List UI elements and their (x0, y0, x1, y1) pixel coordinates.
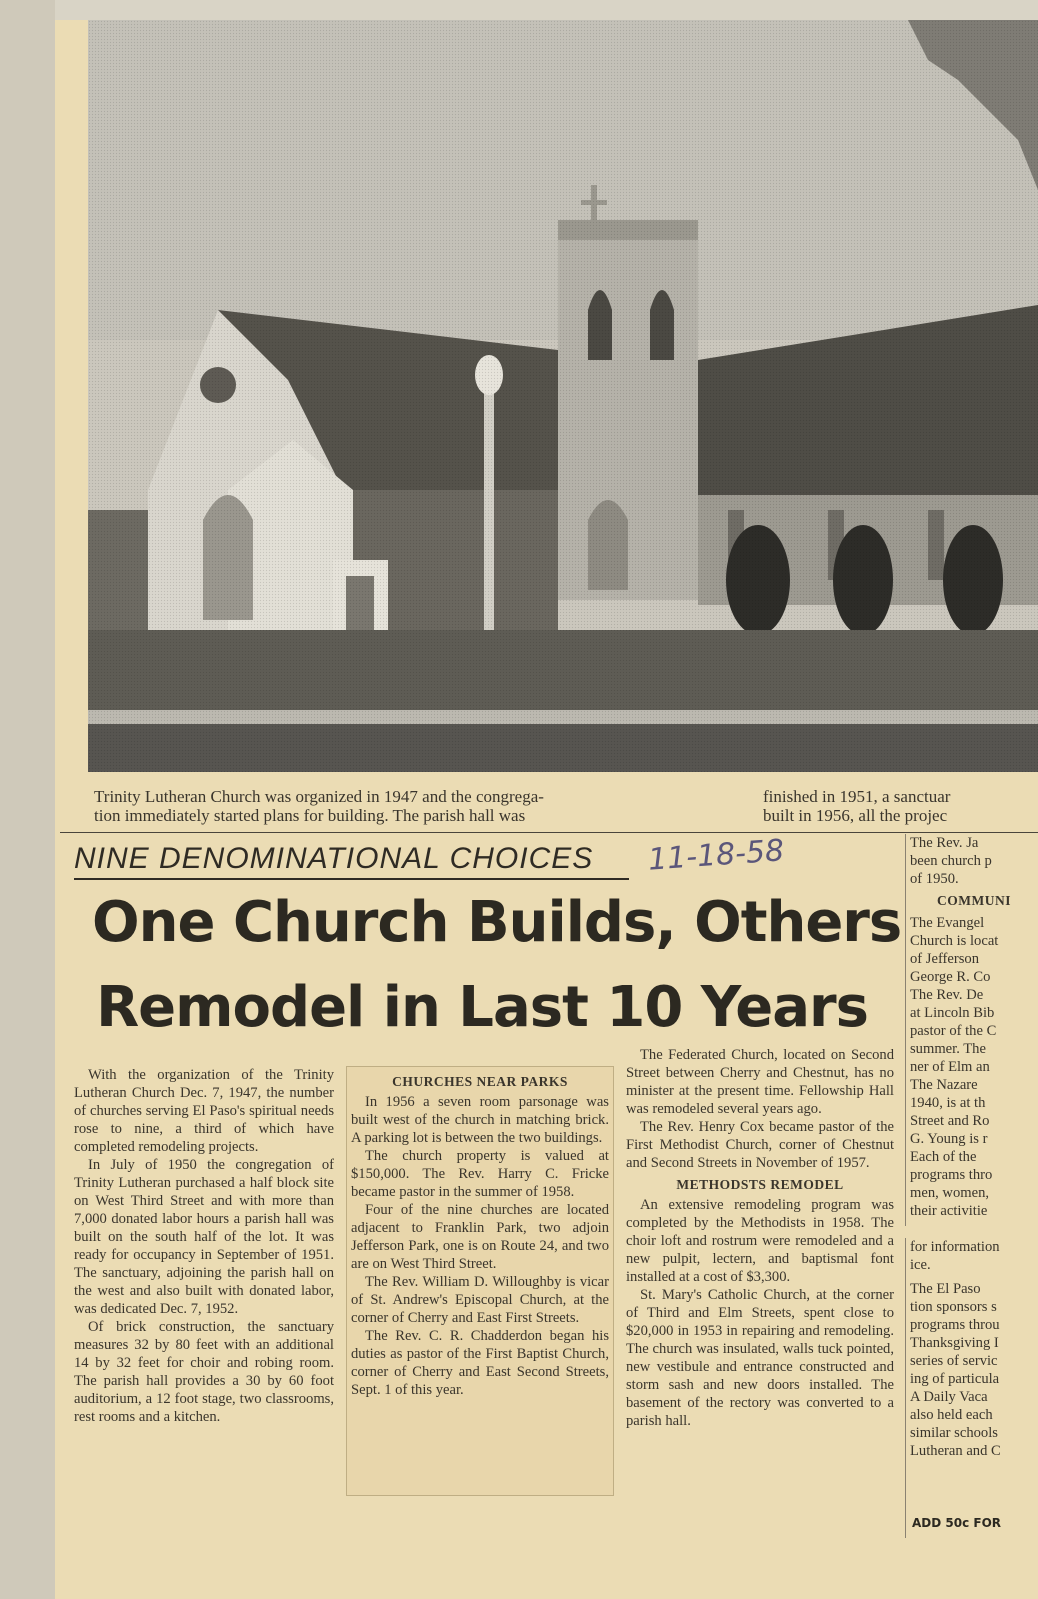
paragraph: In July of 1950 the congregation of Trinity Lutheran purchased a half block site on West Third Street and with more than 7,000 donated labor hours a parish hall was built on the south half of the lot. It was ready for occupancy in September of 1951. The sanctuary, adjoining the parish hall on the west and also built with donated labor, was dedicated Dec. 7, 1952. (74, 1157, 334, 1317)
article-column-1 (74, 1066, 334, 1556)
text-line: for information (910, 1239, 1000, 1255)
photo-caption-left (94, 787, 734, 825)
paragraph: Of brick construction, the sanctuary measures 32 by 80 feet with an additional 14 by 32 feet for choir and robing room. The parish hall provides a 30 by 60 foot auditorium, a 12 foot stage, two classrooms, rest rooms and a kitchen. (74, 1319, 334, 1425)
kicker-headline: NINE DENOMINATIONAL CHOICES (74, 842, 629, 880)
text-line: programs thro (910, 1167, 993, 1183)
text-line: ice. (910, 1257, 931, 1273)
text-line: men, women, (910, 1185, 990, 1201)
caption-line: tion immediately started plans for building. The parish hall was (94, 806, 526, 825)
paragraph: Four of the nine churches are located adjacent to Franklin Park, two adjoin Jefferson Park, one is on Route 24, and two are on West Third Street. (351, 1202, 609, 1272)
paragraph: The Rev. William D. Willoughby is vicar of St. Andrew's Episcopal Church, at the corner of Cherry and East First Streets. (351, 1274, 609, 1326)
caption-line: Trinity Lutheran Church was organized in 1947 and the congrega- (94, 787, 544, 806)
text-line: Street and Ro (910, 1113, 990, 1129)
text-line: George R. Co (910, 969, 991, 985)
text-line: summer. The (910, 1041, 986, 1057)
church-photograph (88, 20, 1038, 772)
article-column-4-top (905, 834, 1038, 1226)
paragraph: St. Mary's Catholic Church, at the corner of Third and Elm Streets, spent close to $20,000 in 1953 in repairing and remodeling. The church was insulated, walls tuck pointed, new vestibule and entrance constructed and storm sash and new doors installed. The basement of the rectory was converted to a parish hall. (626, 1287, 894, 1429)
text-line: Lutheran and C (910, 1443, 1001, 1459)
paragraph: With the organization of the Trinity Lutheran Church Dec. 7, 1947, the number of churches serving El Paso's spiritual needs rose to nine, a third of which have completed remodeling projects. (74, 1067, 334, 1155)
text-line: Thanksgiving I (910, 1335, 999, 1351)
paragraph: The Rev. Henry Cox became pastor of the First Methodist Church, corner of Chestnut and Second Streets in November of 1957. (626, 1119, 894, 1171)
subheading: CHURCHES NEAR PARKS (392, 1074, 568, 1089)
scrapbook-page-edge (0, 0, 55, 1599)
text-line: at Lincoln Bib (910, 1005, 995, 1021)
text-line: their activitie (910, 1203, 988, 1219)
text-line: ing of particula (910, 1371, 1000, 1387)
text-line: ner of Elm an (910, 1059, 990, 1075)
paragraph: The Federated Church, located on Second Street between Cherry and Chestnut, has no minister at the present time. Fellowship Hall was remodeled several years ago. (626, 1047, 894, 1117)
photo-caption-right (763, 787, 1038, 825)
text-line: Each of the (910, 1149, 977, 1165)
ad-text: ADD 50c FOR (912, 1516, 1002, 1530)
paragraph: An extensive remodeling program was completed by the Methodists in 1958. The choir loft and rostrum were remodeled and a new pulpit, lectern, and baptismal font installed at a cost of $3,300. (626, 1197, 894, 1285)
text-line: similar schools (910, 1425, 998, 1441)
text-line: of Jefferson (910, 951, 980, 967)
text-line: The Rev. De (910, 987, 984, 1003)
paragraph: In 1956 a seven room parsonage was built west of the church in matching brick. A parking lot is between the two buildings. (351, 1094, 609, 1146)
text-line: The Rev. Ja (910, 835, 979, 851)
text-line: G. Young is r (910, 1131, 988, 1147)
headline-line-2: Remodel in Last 10 Years (96, 975, 868, 1040)
text-line: series of servic (910, 1353, 998, 1369)
text-line: been church p (910, 853, 992, 869)
text-line: The Nazare (910, 1077, 978, 1093)
text-line: Church is locat (910, 933, 999, 949)
caption-line: finished in 1951, a sanctuar (763, 787, 951, 806)
text-line: also held each (910, 1407, 993, 1423)
handwritten-date: 11-18-58 (646, 833, 786, 878)
paragraph: The Rev. C. R. Chadderdon began his duties as pastor of the First Baptist Church, corner of Cherry and East Second Streets, Sept. 1 of this year. (351, 1328, 609, 1398)
caption-divider (60, 832, 1038, 833)
subheading: COMMUNI (937, 893, 1011, 908)
text-line: programs throu (910, 1317, 1000, 1333)
text-line: of 1950. (910, 871, 959, 887)
paragraph: The church property is valued at $150,000. The Rev. Harry C. Fricke became pastor in the summer of 1958. (351, 1148, 609, 1200)
text-line: The El Paso (910, 1281, 981, 1297)
article-column-4-bottom (905, 1238, 1038, 1538)
article-column-2 (346, 1066, 614, 1496)
text-line: 1940, is at th (910, 1095, 986, 1111)
text-line: A Daily Vaca (910, 1389, 988, 1405)
headline-line-1: One Church Builds, Others (92, 890, 902, 955)
text-line: The Evangel (910, 915, 985, 931)
caption-line: built in 1956, all the projec (763, 806, 948, 825)
subheading: METHODSTS REMODEL (676, 1177, 844, 1192)
article-column-3 (626, 1046, 894, 1576)
text-line: pastor of the C (910, 1023, 997, 1039)
text-line: tion sponsors s (910, 1299, 997, 1315)
